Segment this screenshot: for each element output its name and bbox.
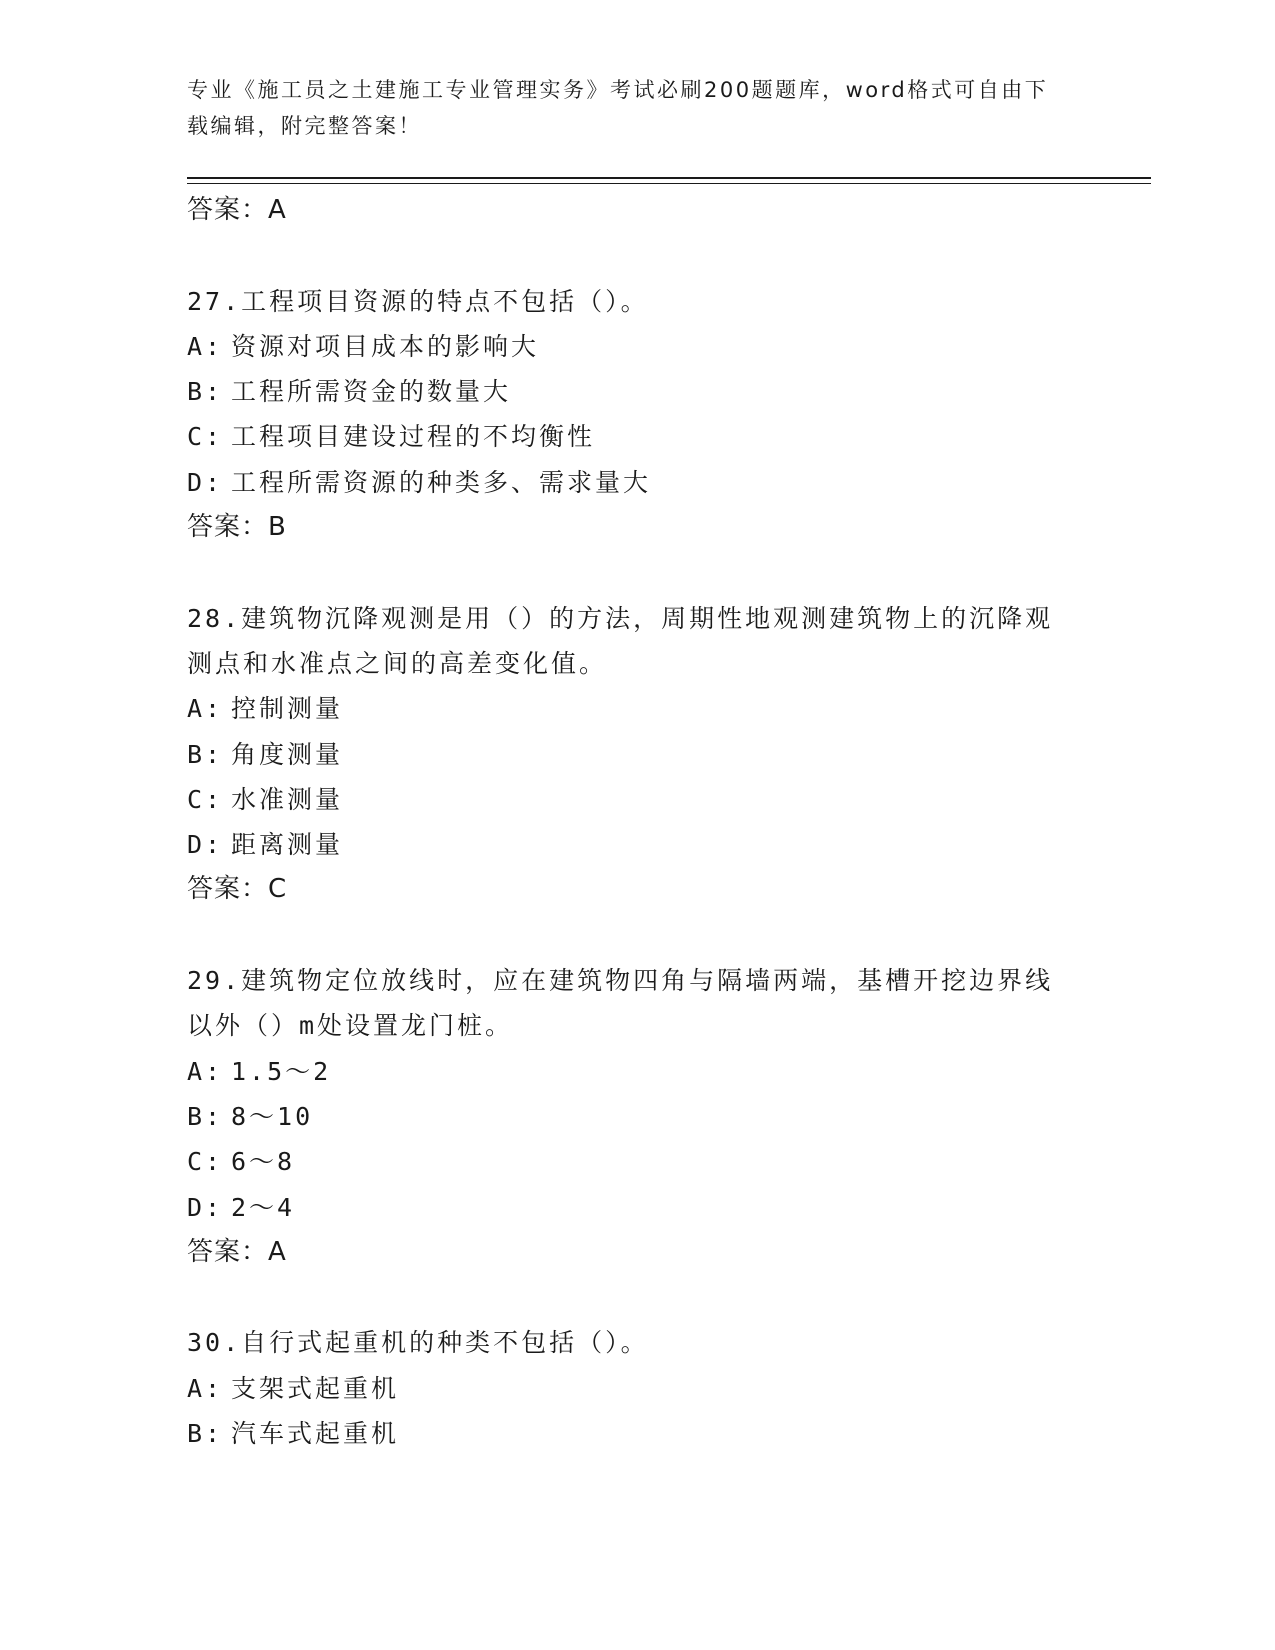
option-text: 工程项目建设过程的不均衡性 <box>231 422 596 452</box>
option-key: C: <box>187 784 224 814</box>
option-d <box>187 1185 1087 1230</box>
option-key: A: <box>187 1056 224 1086</box>
option-key: B: <box>187 1419 224 1449</box>
option-key: B: <box>187 1101 224 1131</box>
option-key: D: <box>187 830 224 860</box>
answer-26: 答案：A <box>187 195 287 225</box>
option-key: C: <box>187 422 224 452</box>
option-d <box>187 460 1087 505</box>
option-a <box>187 1049 1087 1094</box>
answer: 答案：C <box>187 874 288 905</box>
option-a <box>187 686 1087 731</box>
option-text: 6～8 <box>231 1147 296 1177</box>
question-28 <box>187 596 1087 913</box>
option-text: 工程所需资金的数量大 <box>231 377 512 407</box>
header-divider-thin <box>187 183 1151 184</box>
option-text: 距离测量 <box>231 830 344 860</box>
question-30 <box>187 1320 1087 1456</box>
spacer <box>187 550 1087 595</box>
option-c <box>187 777 1087 822</box>
answer: 答案：B <box>187 512 287 543</box>
option-key: C: <box>187 1147 224 1177</box>
option-key: B: <box>187 377 224 407</box>
question-27 <box>187 279 1087 551</box>
option-a <box>187 324 1087 369</box>
option-text: 资源对项目成本的影响大 <box>231 331 540 361</box>
option-b <box>187 1411 1087 1456</box>
question-stem: 27.工程项目资源的特点不包括（）。 <box>187 286 649 316</box>
option-key: A: <box>187 331 224 361</box>
option-text: 控制测量 <box>231 694 344 724</box>
question-stem-line-1: 28.建筑物沉降观测是用（）的方法，周期性地观测建筑物上的沉降观 <box>187 603 1054 633</box>
option-b <box>187 732 1087 777</box>
option-a <box>187 1366 1087 1411</box>
spacer <box>187 913 1087 958</box>
option-text: 8～10 <box>231 1101 314 1131</box>
page-header: 专业《施工员之土建施工专业管理实务》考试必刷200题题库，word格式可自由下载编辑，附完整答案！ <box>187 78 1049 138</box>
question-stem-line-2: 测点和水准点之间的高差变化值。 <box>187 648 608 678</box>
option-text: 水准测量 <box>231 784 344 814</box>
option-c <box>187 414 1087 459</box>
option-b <box>187 369 1087 414</box>
option-key: D: <box>187 1192 224 1222</box>
option-text: 角度测量 <box>231 739 344 769</box>
question-stem: 30.自行式起重机的种类不包括（）。 <box>187 1328 649 1358</box>
question-stem-line-2: 以外（）m处设置龙门桩。 <box>187 1011 514 1041</box>
option-d <box>187 822 1087 867</box>
answer: 答案：A <box>187 1236 287 1267</box>
option-text: 1.5～2 <box>231 1056 332 1086</box>
option-key: A: <box>187 694 224 724</box>
option-text: 汽车式起重机 <box>231 1419 400 1449</box>
spacer <box>187 1275 1087 1320</box>
question-content <box>187 188 1087 1456</box>
question-stem-line-1: 29.建筑物定位放线时，应在建筑物四角与隔墙两端，基槽开挖边界线 <box>187 966 1054 996</box>
header-divider-thick <box>187 177 1151 179</box>
option-key: B: <box>187 739 224 769</box>
option-key: D: <box>187 467 224 497</box>
option-b <box>187 1094 1087 1139</box>
option-text: 工程所需资源的种类多、需求量大 <box>231 467 652 497</box>
spacer <box>187 233 1087 278</box>
question-29 <box>187 958 1087 1275</box>
option-text: 支架式起重机 <box>231 1373 400 1403</box>
option-c <box>187 1139 1087 1184</box>
option-key: A: <box>187 1373 224 1403</box>
option-text: 2～4 <box>231 1192 296 1222</box>
